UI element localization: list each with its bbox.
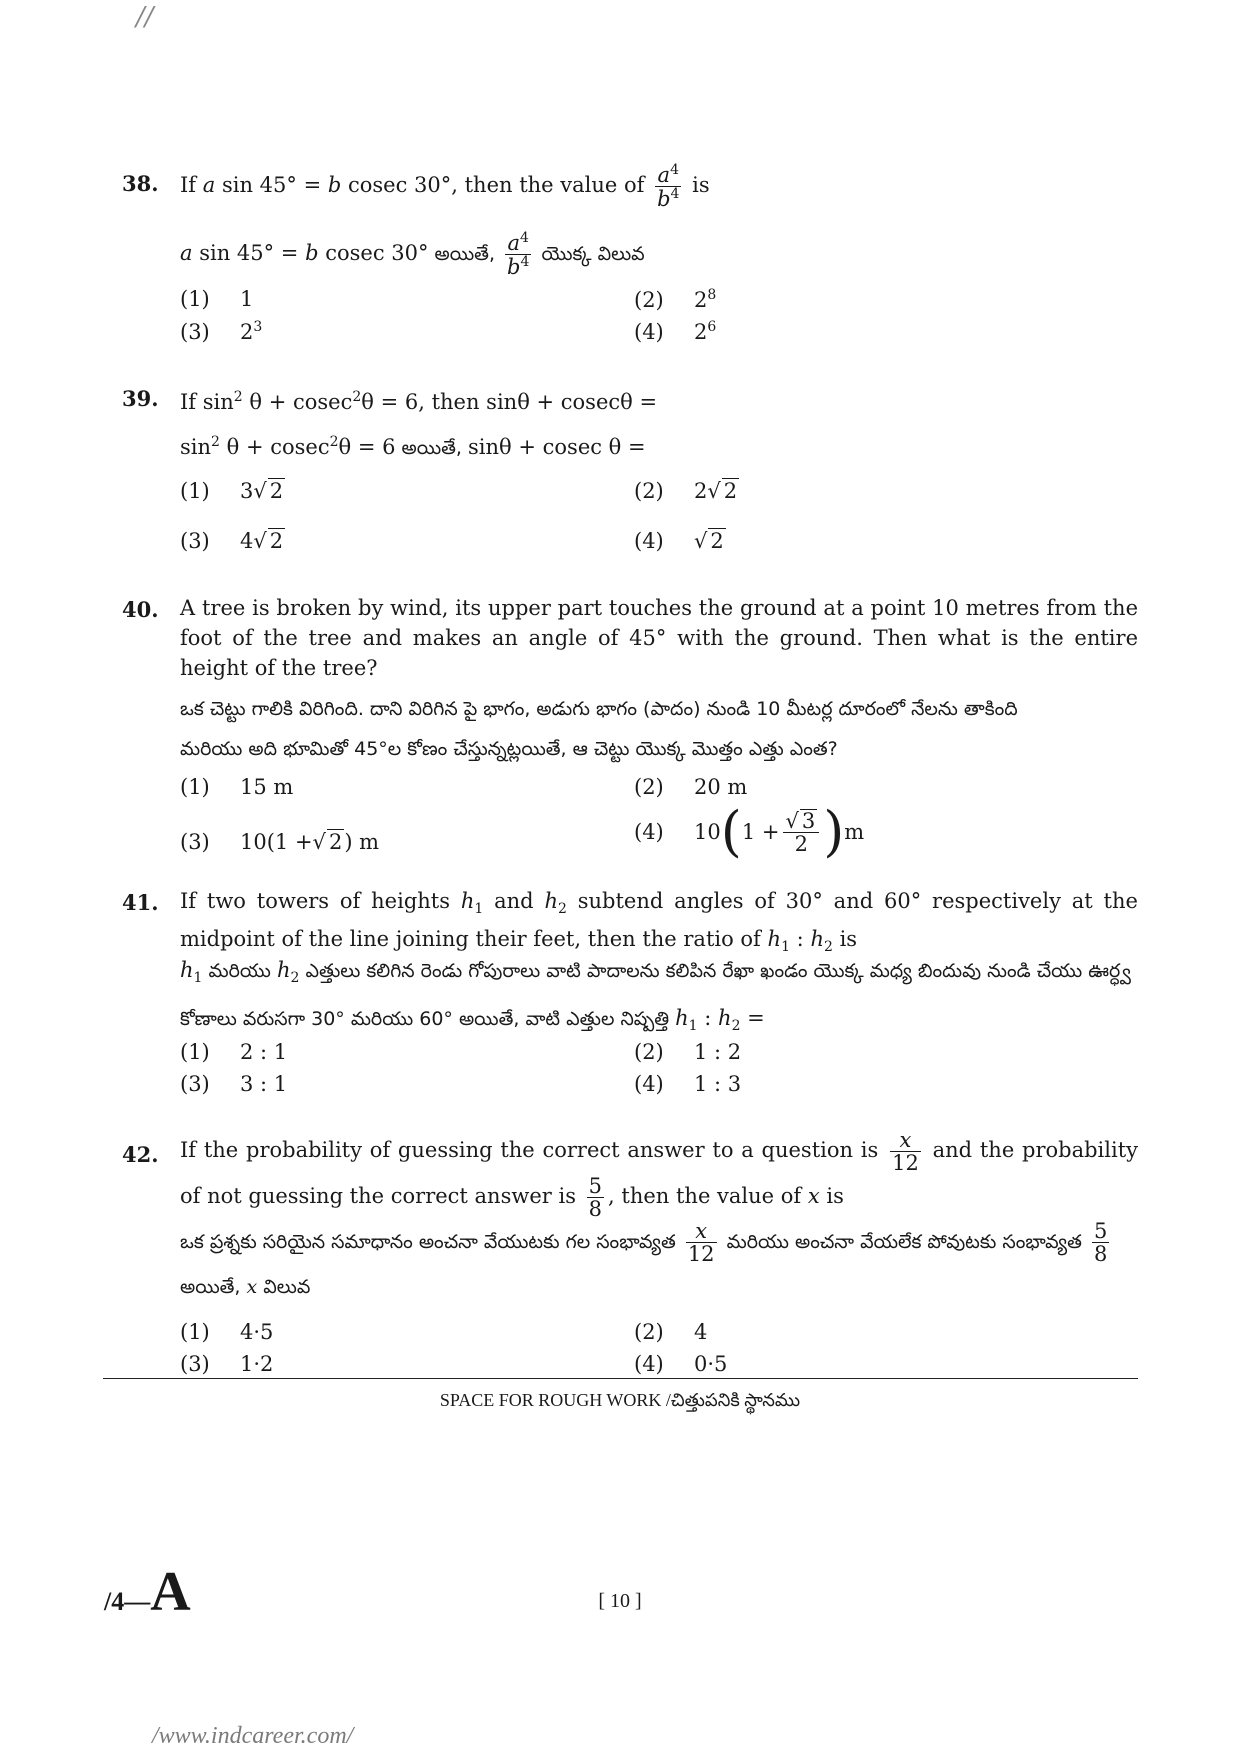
option-1: (1) 4·5	[180, 1320, 274, 1344]
option-4: (4) 1 : 3	[634, 1072, 742, 1096]
booklet-code: /4—A	[104, 1561, 191, 1623]
website-watermark: /www.indcareer.com/	[152, 1723, 354, 1749]
option-4: (4) $2^6$	[634, 319, 717, 344]
option-2: (2) 1 : 2	[634, 1040, 742, 1064]
question-number: 41.	[122, 890, 159, 915]
option-4: (4) 0·5	[634, 1352, 728, 1376]
divider	[103, 1378, 1138, 1379]
question-english: If two towers of heights $h_1$ and $h_2$ subtend angles of 30° and 60° respectively at the midpoint of the line joining their feet, then the ratio of $h_1$ : $h_2$ is	[180, 889, 1138, 956]
question-number: 42.	[122, 1142, 159, 1167]
question-english: If $\sin^2 \theta + cosec^2\theta = 6$, then sinθ + cosecθ =	[180, 389, 658, 414]
option-2: (2) 2√ 2	[634, 479, 738, 503]
fraction: $\frac{5}{8}$	[588, 1174, 603, 1222]
option-3: (3) 10(1 +√ 2) m	[180, 830, 380, 854]
question-40	[122, 593, 1138, 873]
question-telugu: $\sin^2 \theta + cosec^2\theta = 6$ అయితే, sinθ + cosec θ =	[180, 434, 646, 459]
option-4: (4) 10(1 + $\frac{√ 3}{2}$ )m	[634, 800, 865, 863]
question-38	[122, 145, 1138, 345]
option-2: (2) $2^8$	[634, 287, 717, 312]
fraction: $\frac{√ 3}{2}$	[783, 809, 819, 855]
option-1: (1) 3√ 2	[180, 479, 284, 503]
question-telugu-line-2: మరియు అది భూమితో 45°ల కోణం చేస్తున్నట్లయితే, ఆ చెట్టు యొక్క మొత్తం ఎత్తు ఎంత?	[180, 738, 838, 760]
question-number: 39.	[122, 386, 159, 411]
option-2: (2) 20 m	[634, 775, 748, 799]
option-2: (2) 4	[634, 1320, 708, 1344]
option-1: (1) 15 m	[180, 775, 294, 799]
question-41	[122, 886, 1138, 1116]
option-1: (1) 1	[180, 287, 254, 311]
question-telugu: ఒక ప్రశ్నకు సరియైన సమాధానం అంచనా వేయుటకు గల సంభావ్యత $\frac{x}{12}$ మరియు అంచనా వేయలేక పోవుటకు సంభావ్యత $\frac{5}{8}$ అయితే, x విలువ	[180, 1219, 1108, 1299]
fraction: $\frac{x}{12}$	[892, 1127, 919, 1175]
page-number: [ 10 ]	[598, 1590, 642, 1612]
question-telugu: $h_1$ మరియు $h_2$ ఎత్తులు కలిగిన రెండు గోపురాలు వాటి పాదాలను కలిపిన రేఖా ఖండం యొక్క మధ్య బిందువు నుండి చేయు ఊర్ధ్వ కోణాలు వరుసగా 30° మరియు 60° అయితే, వాటి ఎత్తుల నిష్పత్తి $h_1$ : $h_2$ =	[180, 958, 1131, 1035]
fraction: $\frac{a^4}{b^4}$	[507, 229, 530, 279]
question-42	[122, 1124, 1138, 1374]
fraction: $\frac{a^4}{b^4}$	[657, 161, 680, 211]
question-telugu-line-1: ఒక చెట్టు గాలికి విరిగింది. దాని విరిగిన పై భాగం, అడుగు భాగం (పాదం) నుండి 10 మీటర్ల దూరంలో నేలను తాకింది	[180, 698, 1018, 720]
option-1: (1) 2 : 1	[180, 1040, 288, 1064]
fraction: $\frac{5}{8}$	[1093, 1219, 1108, 1267]
corner-mark: //	[136, 2, 154, 32]
question-english: If a sin 45° = b cosec 30°, then the value of $\frac{a^4}{b^4}$ is	[180, 161, 710, 211]
option-3: (3) 3 : 1	[180, 1072, 288, 1096]
rough-work-label: SPACE FOR ROUGH WORK /చిత్తుపనికి స్థానము	[439, 1390, 801, 1410]
option-3: (3) $2^3$	[180, 319, 263, 344]
option-3: (3) 4√ 2	[180, 529, 284, 553]
question-telugu: a sin 45° = b cosec 30° అయితే, $\frac{a^4}{b^4}$ యొక్క విలువ	[180, 229, 645, 279]
fraction: $\frac{x}{12}$	[687, 1219, 715, 1267]
question-number: 40.	[122, 597, 159, 622]
question-number: 38.	[122, 171, 159, 196]
question-english: A tree is broken by wind, its upper part touches the ground at a point 10 metres from the foot of the tree and makes an angle of 45° with the ground. Then what is the entire height of the tree?	[180, 596, 1138, 680]
question-39	[122, 382, 1138, 562]
question-english: If the probability of guessing the correct answer to a question is $\frac{x}{12}$ and the probability of not guessing the correct answer is $\frac{5}{8}$ , then the value of x is	[180, 1127, 1138, 1222]
option-4: (4) √ 2	[634, 529, 724, 553]
option-3: (3) 1·2	[180, 1352, 274, 1376]
